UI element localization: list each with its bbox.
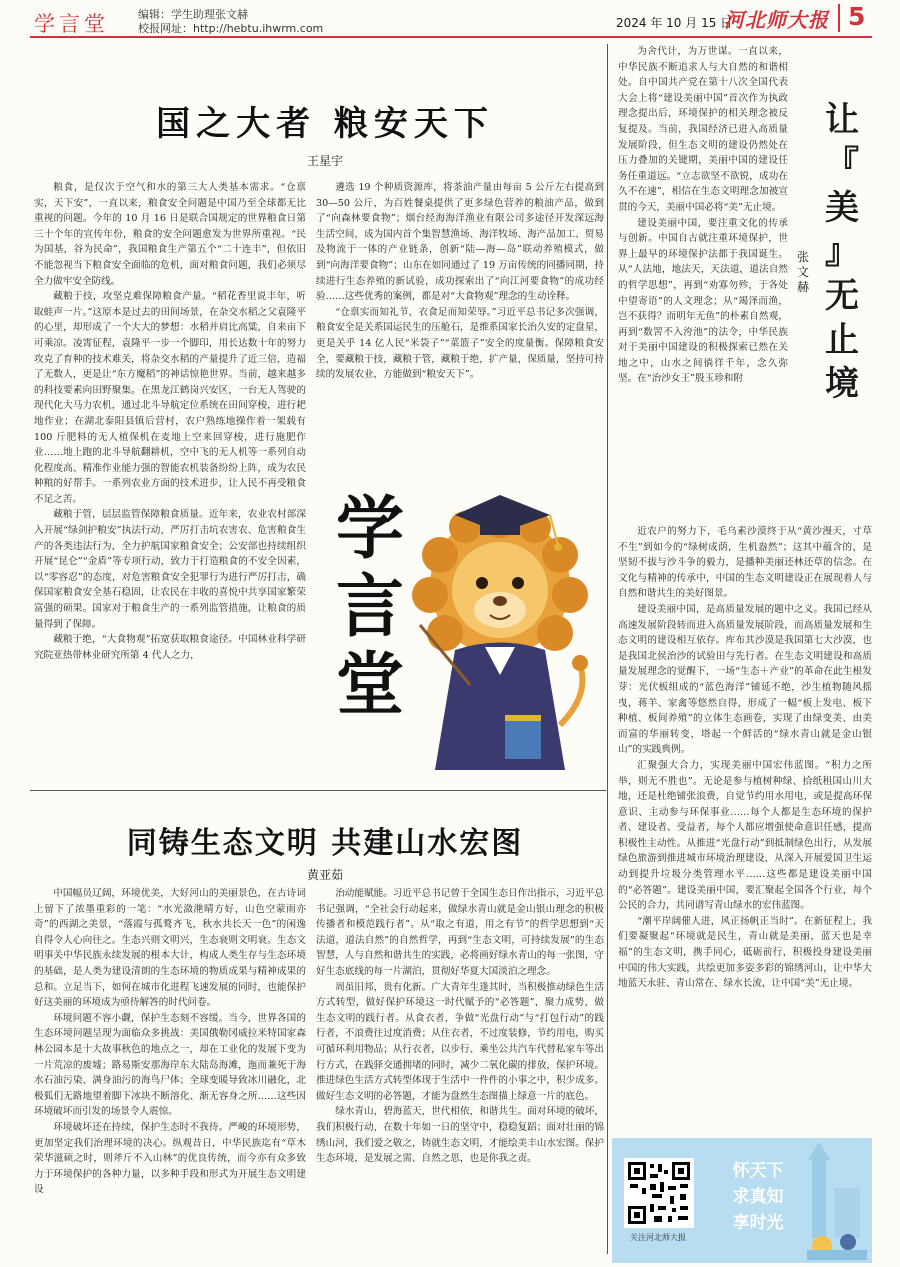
paragraph: 绿水青山，碧海蓝天，世代相依，和谐共生。面对环境的破坏，我们积极行动，在数十年如一日的坚守中，稳稳复蹈；面对壮丽的锦绣山河，我们爱之敬之，铸就生态文明，才能绘美丰山水宏图。保护生态环境，是发展之需、自然之思，也是你我之责。 xyxy=(316,1106,604,1165)
article2-column-1 xyxy=(34,886,306,1260)
paragraph: 建设美丽中国，要注重文化的传承与创新。中国自古就注重环境保护，世界上最早的环境保护法都于我国诞生。从“人法地，地法天，天法道，道法自然的哲学思想”，再到“劝寡勿殄，于各处中望寄语”的人文理念；从“竭泽而渔，岂不获得？而明年无鱼”的朴素自然观，再到“数罟不入洿池”的法令，中华民族对于美丽中国建设的积极探索已然在关地之中，山水之间徜徉千年，念久弥坚。在“治沙女王”殷玉珍和附 xyxy=(618,217,788,385)
paragraph: 藏粮于技，攻坚克难保障粮食产量。“稻花香里说丰年，听取蛙声一片。”这原本是过去的田间场景，在杂交水稻之父袁隆平的心里，却形成了一个大大的梦想：水稻并肩比高粱，自来亩下可乘凉。凌霄征程，袁隆平一步一个脚印，用长达数十年的努力攻克了育种的技术难关，将杂交水稻的产量提升了近三倍，造福了无数人，更是让“东方魔稻”的神话惊艳世界。当前，越来越多的科技要素向田野聚集。在黑龙江鹤岗兴安区，一台无人驾驶的现代化大马力农机，通过北斗导航定位系统在田间穿梭，进行耙地作业；在湖北泰阳县镇后营村，农户熟练地操作着一架载有 100 斤肥料的无人植保机在麦地上空来回穿梭，进行施肥作业……地上跑的北斗导航翻耕机，空中飞的无人机等一系列自动化程度高、精准作业能力强的智能农机装备纷纷上阵，成为农民种粮的好帮手。一系列农业方面的技术进步，让人民不再受粮食不足之苦。 xyxy=(34,291,306,505)
lion-mascot-icon xyxy=(400,475,600,775)
paragraph: 周虽旧邦，贵有化新。广大青年生逢其时，当积极推动绿色生活方式转型，做好保护环境这一时代赋予的“必答题”，聚力成势，做生态文明的践行者。从食衣者，争做“光盘行动”与“打包行动”的践行者，不浪费往过度消费；从住衣者，不过度装修，节约用电，购买可循环利用物品；从行衣者，以步行、乘坐公共汽车代替私家车等出行方式，在践驿交通拥堵的同时，减少二氧化碳的排放，保护环境。推进绿色生活方式转型体现于生活中一件件的小事之中，积少成多。做好生态文明的必答题，才能为盘然生态图描上绿意一片的底色。 xyxy=(316,981,604,1102)
proofread-url: 校报网址：http://hebtu.ihwrm.com xyxy=(138,22,324,35)
paragraph: 藏粮于绝，“大食物观”拓宽获取粮食途径。中国林业科学研究院亚热带林业研究所第 4 代人之力， xyxy=(34,634,306,661)
section-divider xyxy=(30,790,606,791)
calligraphy-title: 学 言 堂 xyxy=(335,489,404,725)
column-divider xyxy=(607,44,608,1254)
paper-logo: 河北师大报 xyxy=(724,8,829,32)
promo-slogan: 怀天下 求真知 享时光 xyxy=(732,1161,784,1233)
page-number: 5 xyxy=(848,2,866,31)
issue-date: 2024 年 10 月 15 日 xyxy=(616,16,733,30)
qr-code-icon xyxy=(626,1160,692,1226)
article1-title: 国之大者 粮安天下 xyxy=(156,104,494,144)
paragraph: 环境问题不容小觑，保护生态刻不容缓。当今，世界各国的生态环境问题呈现为面临众多挑战：美国俄勒冈威拉米特国家森林公园本是十大故事秋色的地点之一，却在工业化的发展下变为一片荒凉的废墟；路易斯安那海岸东大陆岛海滩，迤而兼死于海水石油污染、满身油污的海鸟尸体；全球变暖导致冰川融化，北极狐们无路地望着脚下冰块不断溶化、渐无容身之所……这些因环境破坏而引发的场景令人震惊。 xyxy=(34,1012,306,1118)
paragraph: 建设美丽中国，是高质量发展的题中之义。我国已经从高速发展阶段转而进入高质量发展阶段，而高质量发展和生态文明的建设相互依存。库布其沙漠是我国第七大沙漠，也是我国北侯治沙的试验田与先行者。在生态文明建设和高质量发展理念的觉醒下，一场“生态＋产业”的革命在此生根发芽：光伏板组成的“蓝色海洋”铺延不绝，沙生植物随风摇曳，蒋羊、家禽等悠然自得，形成了一幅“板上发电、板下种植、板间养殖”的立体生态画卷，实现了由绿变美、由美而富的华丽转变，塔起一个鲜活的“绿水青山就是金山银山”的实践典例。 xyxy=(618,603,872,756)
paragraph: 藏粮于管，层层监管保障粮食质量。近年来，农业农村部深入开展“绿剑护粮安”执法行动，严厉打击坑农害农、危害粮食生产的各类违法行为，全力护航国家粮食安全；公安部也持续组织开展“昆仑”“金盾”等专项行动，致力于打造粮食的不安全因素，以“零容忍”的态度，对危害粮食安全犯罪行为进行严厉打击，确保国家粮食安全基石稳固，让农民在丰收的喜悦中共享国家繁荣富强的硕果。国家对于粮食生产的一系列监管措施，让粮食的质量得到了保障。 xyxy=(34,509,306,630)
paragraph: 为舍代计，为万世谋。一直以来，中华民族不断追求人与大自然的和谐相处。自中国共产党在第十八次全国代表大会上将“建设美丽中国”首次作为执政理念提出后，环境保护的相关理念被反复提及。当前，我国经济已进入高质量发展阶段，但生态文明的建设仍然处在压力叠加的关键期，美丽中国的建设任务任重道远。“立志欲坚不欲锐，成功在久不在速”，相信在生态文明理念加被宣贯的今天，美丽中国必将“美”无止境。 xyxy=(618,46,788,213)
article3-column-wide xyxy=(618,524,872,1130)
editor-info xyxy=(138,8,323,36)
paragraph: 中国幅员辽阔，环境优美，大好河山的美丽景色，在古诗词上留下了浓墨重彩的一笔：“水光潋滟晴方好，山色空蒙雨亦奇”的西湖之美景，“落霞与孤鹜齐飞，秋水共长天一色”的闲逸自得令人心向往之。生态兴则文明兴，生态衰则文明衰。生态文明事关中华民族永续发展的根本大计，构成人类生存与生态环境的基础，是人类为建设清朗的生态环境的物质成果与精神成果的总和。立足当下，如何在城市化进程飞速发展的同时，也能保护好这美丽的环境成为亟待解答的时代问卷。 xyxy=(34,888,306,1009)
article2-title: 同铸生态文明 共建山水宏图 xyxy=(126,826,524,861)
paragraph: 汇聚强大合力，实现美丽中国宏伟蓝图。“积力之所举，则无不胜也”。无论是参与植树种绿、拾纸租国山川大地，还是杜绝铺张浪费，自觉节约用水用电，或是提高环保意识、主动参与环保事业……每个人都是生态环境的保护者、建设者、受益者，每个人都应增强使命意识任感，提高积极性主动性。从推进“光盘行动”到抵制绿色出行，从发展绿色旅游到推进城市环境治理建设，从深入开展爱国卫生运动到提升垃圾分类管理水平……这些都是建设美丽中国的“必答题”。建设美丽中国，要汇聚起全国各个行业，每个公民的合力，共同谱写青山绿水的宏伟蓝图。 xyxy=(618,759,872,912)
article1-column-2 xyxy=(316,180,604,460)
paragraph: 遴选 19 个种质资源库，将茶油产量由每亩 5 公斤左右提高到 30—50 公斤，为百姓餐桌提供了更多绿色营养的粮油产品，做到了“向森林要食物”；烟台经海海洋渔业有限公司多途径开发深远海生活空间，成为国内首个集智慧渔场、海洋牧场、海产品加工、贸易及物流于一体的产业链条，创新“陆—海—岛”联动养殖模式，做到“向海洋要食物”；山东在如同通过了 19 万亩传统的同播同期，持续进行生态养殖的新试验，成功探索出了“向江河要食物”的成功经验……这些优秀的案例，都是对“大食物观”理念的生动诠释。 xyxy=(316,182,604,303)
header-divider xyxy=(838,4,840,32)
paragraph: “潮平岸阔催人进，风正扬帆正当时”。在新征程上，我们要凝聚起“环境就是民生，青山就是美丽，蓝天也是幸福”的生态文明，携手同心，砥砺前行，积极投身建设美丽中国的伟大实践，共绘更加多姿多彩的锦绣河山，让中华大地蓝天永驻、青山常在、绿水长流，让中国“美”无止境。 xyxy=(618,915,872,990)
article2-author: 黄亚茹 xyxy=(306,868,343,882)
qr-caption: 关注河北师大报 xyxy=(630,1233,686,1242)
article3-title: 让 『 美 』 无 止 境 xyxy=(825,100,859,404)
paragraph: 治动能赋能。习近平总书记曾于全国生态日作出指示，习近平总书记强调，“全社会行动起来，做绿水青山就是金山银山理念的积极传播者和模范践行者”。从“取之有道，用之有节”的哲学思想到“天法道，道法自然”的自然哲学，再到“生态文明，可持续发展”的生态智慧，人与自然和谐共生的实践，必将画好绿水青山的每一张图，守好生态底线的每一片湖泊，贯彻好华夏大国淡泊之理念。 xyxy=(316,888,604,977)
paragraph: “仓禀实而知礼节，衣食足而知荣辱。”习近平总书记多次强调，粮食安全是关系国运民生的压舱石，是维系国家长治久安的定盘星，更是关乎 14 亿人民“米袋子”“菜篮子”安全的度量衡。保障粮食安全，要藏粮于技，藏粮于管，藏粮于绝，扩产量，保质量，坚持可持续的发展农业，方能做到“粮安天下”。 xyxy=(316,306,604,381)
paragraph: 环境破坏还在持续，保护生态时不我待。严峻的环境形势，更加坚定我们治理环境的决心。纵观昔日，中华民族迄有“草木荣华滋硕之时，则斧斤不入山林”的优良传统，而今亦有众多致力于环境保护的各种力量，以多种手段和形式为开展生态文明建设 xyxy=(34,1121,306,1196)
paragraph: 近农户的努力下，毛乌素沙漠终于从“黄沙漫天，寸草不生”到如今的“绿树成荫，生机盎然”；这其中蕴含的，是坚韧不拔与沙斗争的毅力，是播种美丽还林还草的信念。在文化与精神的传承中，中国的生态文明建设正在展现着人与自然和谐共生的美好图景。 xyxy=(618,526,872,600)
editor-name: 编辑：学生助理张文赫 xyxy=(138,8,248,21)
article2-column-2 xyxy=(316,886,604,1260)
qr-code[interactable] xyxy=(624,1158,694,1228)
article3-column-top xyxy=(618,44,788,520)
paragraph: 粮食，是仅次于空气和水的第三大人类基本需求。“仓禀实，天下安”，一直以来，粮食安全问题是中国乃至全球都无比重视的问题。今年的 10 月 16 日是联合国规定的世界粮食日第三十个年的宣传年份，粮食的安全问题愈发为世界所重视。“民为国基，谷为民命”，我国粮食生产第五个“二十连丰”，但依旧不能忽视当下粮食安全面临的危机，面对粮食问题，我们必须尽全力做牢安全防线。 xyxy=(34,182,306,287)
header-rule xyxy=(30,36,872,38)
article1-column-1 xyxy=(34,180,306,780)
section-title: 学言堂 xyxy=(34,12,109,36)
article3-author: 张 文 赫 xyxy=(796,250,809,294)
article1-author: 王星宇 xyxy=(306,154,343,168)
